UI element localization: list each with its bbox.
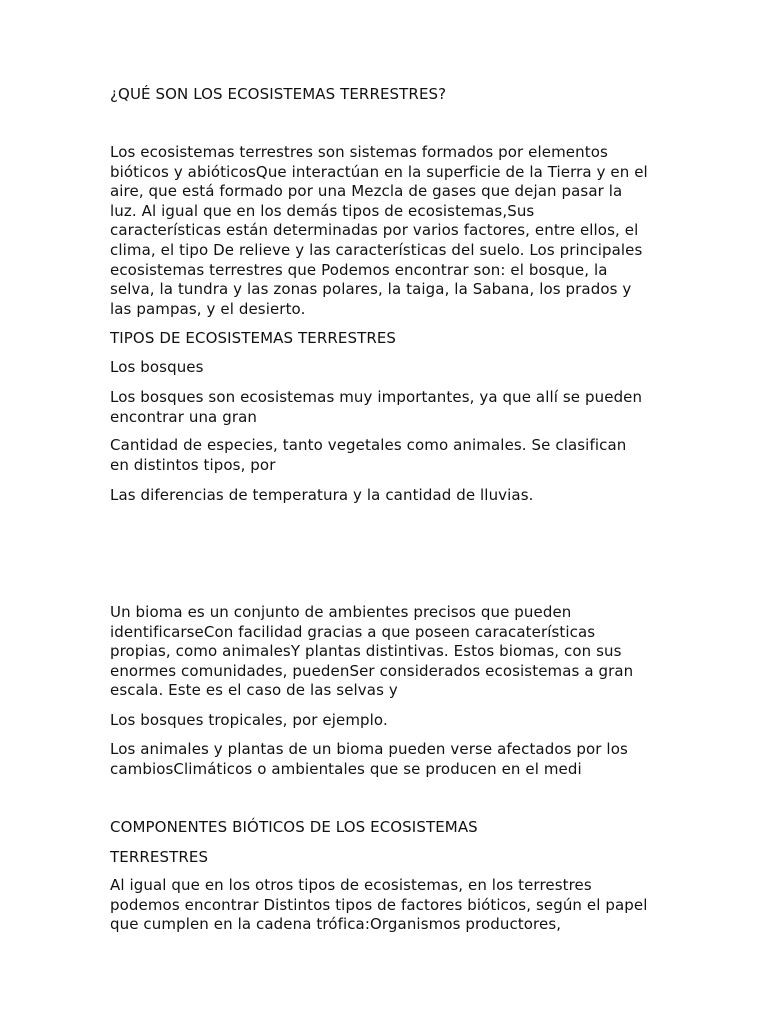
forests-paragraph-1 (110, 388, 670, 427)
paragraph-line: Un bioma es un conjunto de ambientes precisos que pueden (110, 603, 572, 621)
paragraph-line: las pampas, y el desierto. (110, 299, 306, 318)
paragraph-line: características están determinadas por varios factores, entre ellos, el (110, 221, 639, 240)
paragraph-line: propias, como animalesY plantas distintivas. Estos biomas, con sus (110, 642, 622, 661)
biotic-heading (110, 818, 670, 838)
biome-paragraph-2 (110, 711, 670, 731)
forests-heading (110, 358, 670, 378)
paragraph-line: selva, la tundra y las zonas polares, la taiga, la Sabana, los prados y (110, 280, 632, 299)
paragraph-line: bióticos y abióticosQue interactúan en la superficie de la Tierra y en el (110, 162, 648, 181)
document-title (110, 85, 670, 105)
biome-paragraph-1 (110, 603, 670, 701)
heading-line: COMPONENTES BIÓTICOS DE LOS ECOSISTEMAS (110, 818, 478, 836)
title-line: ¿QUÉ SON LOS ECOSISTEMAS TERRESTRES? (110, 85, 447, 103)
intro-paragraph (110, 143, 670, 319)
heading-line: Los bosques (110, 358, 204, 376)
paragraph-line: enormes comunidades, puedenSer considerados ecosistemas a gran (110, 661, 634, 680)
paragraph-line: ecosistemas terrestres que Podemos encontrar son: el bosque, la (110, 260, 608, 279)
paragraph-line: Los animales y plantas de un bioma pueden verse afectados por los (110, 740, 628, 758)
forests-paragraph-3 (110, 486, 670, 506)
biotic-paragraph-1 (110, 876, 670, 935)
paragraph-line: identificarseCon facilidad gracias a que poseen caracaterísticas (110, 622, 596, 641)
paragraph-line: aire, que está formado por una Mezcla de gases que dejan pasar la (110, 182, 623, 201)
paragraph-line: Los bosques tropicales, por ejemplo. (110, 711, 388, 729)
paragraph-line: Los bosques son ecosistemas muy importantes, ya que allí se pueden (110, 388, 643, 406)
biotic-heading-continued (110, 848, 670, 868)
paragraph-line: luz. Al igual que en los demás tipos de ecosistemas,Sus (110, 201, 535, 220)
forests-paragraph-2 (110, 436, 670, 475)
paragraph-line: clima, el tipo De relieve y las características del suelo. Los principales (110, 240, 643, 259)
paragraph-line: Las diferencias de temperatura y la cantidad de lluvias. (110, 486, 534, 504)
paragraph-line: podemos encontrar Distintos tipos de factores bióticos, según el papel (110, 895, 648, 914)
paragraph-line: que cumplen en la cadena trófica:Organismos productores, (110, 915, 562, 934)
paragraph-line: escala. Este es el caso de las selvas y (110, 681, 398, 700)
biome-paragraph-3 (110, 740, 670, 779)
types-heading (110, 329, 670, 349)
paragraph-line: Los ecosistemas terrestres son sistemas formados por elementos (110, 143, 608, 161)
heading-line: TERRESTRES (110, 848, 209, 866)
paragraph-line: cambiosClimáticos o ambientales que se producen en el medi (110, 759, 582, 778)
paragraph-line: en distintos tipos, por (110, 455, 276, 474)
heading-line: TIPOS DE ECOSISTEMAS TERRESTRES (110, 329, 397, 347)
paragraph-line: Al igual que en los otros tipos de ecosistemas, en los terrestres (110, 876, 592, 894)
paragraph-line: Cantidad de especies, tanto vegetales como animales. Se clasifican (110, 436, 627, 454)
paragraph-line: encontrar una gran (110, 407, 258, 426)
